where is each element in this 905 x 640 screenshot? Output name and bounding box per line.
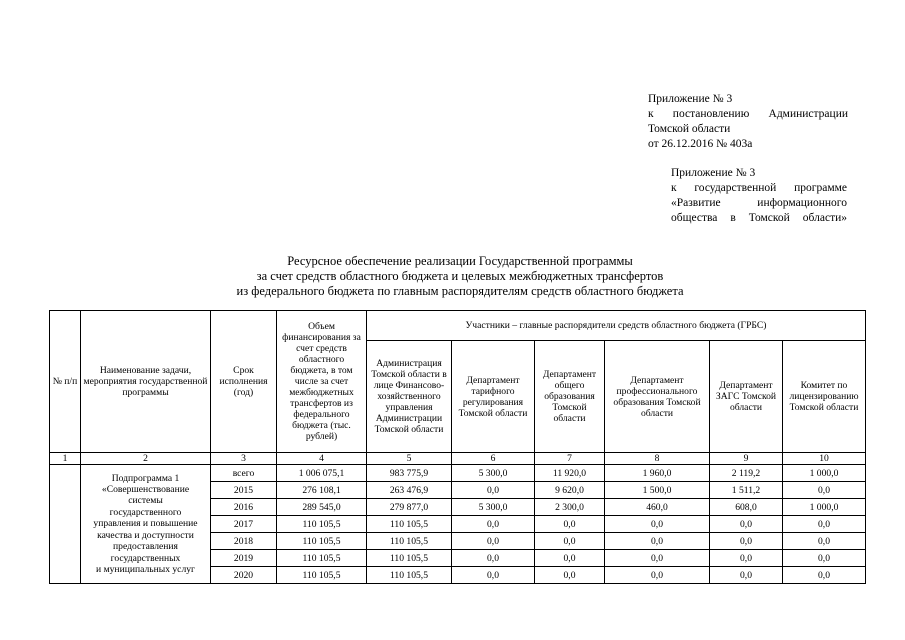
- value-cell: 0,0: [783, 550, 866, 567]
- value-cell: 110 105,5: [367, 550, 452, 567]
- term-cell: всего: [211, 465, 277, 482]
- value-cell: 0,0: [452, 516, 535, 533]
- header-participant: Департамент профессионального образования Томской области: [605, 341, 710, 453]
- term-cell: 2019: [211, 550, 277, 567]
- column-number: 5: [367, 453, 452, 465]
- value-cell: 1 000,0: [783, 465, 866, 482]
- value-cell: 110 105,5: [367, 516, 452, 533]
- value-cell: 983 775,9: [367, 465, 452, 482]
- value-cell: 0,0: [452, 567, 535, 584]
- appendix-line: к постановлению Администрации: [648, 108, 848, 120]
- column-number: 10: [783, 453, 866, 465]
- column-number: 3: [211, 453, 277, 465]
- value-cell: 0,0: [605, 516, 710, 533]
- header-participant: Комитет по лицензированию Томской области: [783, 341, 866, 453]
- value-cell: 2 300,0: [535, 499, 605, 516]
- value-cell: 0,0: [783, 516, 866, 533]
- value-cell: 0,0: [605, 567, 710, 584]
- column-number: 2: [81, 453, 211, 465]
- value-cell: 0,0: [605, 533, 710, 550]
- appendix-resolution-block: [648, 92, 848, 152]
- header-volume: Объем финансирования за счет средств областного бюджета, в том числе за счет межбюджетных трансфертов из федерального бюджета (тыс. рублей): [277, 311, 367, 453]
- column-number: 4: [277, 453, 367, 465]
- subprogram-line: предоставления: [113, 541, 178, 553]
- row-number-cell: [50, 465, 81, 584]
- appendix-line: Приложение № 3: [671, 167, 756, 179]
- volume-cell: 110 105,5: [277, 533, 367, 550]
- subprogram-line: качества и доступности: [97, 529, 194, 541]
- subprogram-cell: [81, 465, 211, 584]
- value-cell: 279 877,0: [367, 499, 452, 516]
- appendix-line: Приложение № 3: [648, 93, 733, 105]
- term-cell: 2017: [211, 516, 277, 533]
- header-term: Срок исполнения (год): [211, 311, 277, 453]
- column-number: 1: [50, 453, 81, 465]
- title-line: за счет средств областного бюджета и целевых межбюджетных трансфертов: [256, 269, 664, 283]
- column-number: 7: [535, 453, 605, 465]
- title-line: из федерального бюджета по главным распорядителям средств областного бюджета: [236, 284, 684, 298]
- column-number: 9: [710, 453, 783, 465]
- volume-cell: 110 105,5: [277, 516, 367, 533]
- subprogram-line: системы: [128, 495, 163, 507]
- value-cell: 1 500,0: [605, 482, 710, 499]
- value-cell: 5 300,0: [452, 465, 535, 482]
- value-cell: 2 119,2: [710, 465, 783, 482]
- volume-cell: 110 105,5: [277, 550, 367, 567]
- value-cell: 5 300,0: [452, 499, 535, 516]
- volume-cell: 110 105,5: [277, 567, 367, 584]
- value-cell: 110 105,5: [367, 567, 452, 584]
- value-cell: 0,0: [783, 482, 866, 499]
- value-cell: 9 620,0: [535, 482, 605, 499]
- value-cell: 1 511,2: [710, 482, 783, 499]
- value-cell: 608,0: [710, 499, 783, 516]
- value-cell: 460,0: [605, 499, 710, 516]
- term-cell: 2018: [211, 533, 277, 550]
- header-participant: Администрация Томской области в лице Финансово-хозяйственного управления Администрации Томской области: [367, 341, 452, 453]
- subprogram-line: управления и повышение: [93, 518, 198, 530]
- subprogram-line: государственного: [109, 506, 182, 518]
- appendix-line: к государственной программе: [671, 182, 847, 194]
- subprogram-line: Подпрограмма 1: [111, 472, 180, 484]
- appendix-line: от 26.12.2016 № 403а: [648, 138, 753, 150]
- value-cell: 11 920,0: [535, 465, 605, 482]
- volume-cell: 276 108,1: [277, 482, 367, 499]
- header-num: № п/п: [50, 311, 81, 453]
- header-participant: Департамент тарифного регулирования Томской области: [452, 341, 535, 453]
- value-cell: 0,0: [710, 567, 783, 584]
- appendix-program-block: [671, 166, 847, 226]
- header-participant: Департамент общего образования Томской области: [535, 341, 605, 453]
- value-cell: 0,0: [783, 567, 866, 584]
- appendix-line: Томской области: [648, 123, 731, 135]
- header-participant: Департамент ЗАГС Томской области: [710, 341, 783, 453]
- value-cell: 0,0: [535, 516, 605, 533]
- value-cell: 0,0: [710, 516, 783, 533]
- value-cell: 1 000,0: [783, 499, 866, 516]
- subprogram-line: и муниципальных услуг: [96, 563, 195, 575]
- value-cell: 0,0: [535, 550, 605, 567]
- value-cell: 0,0: [452, 533, 535, 550]
- document-title: [150, 254, 770, 299]
- value-cell: 110 105,5: [367, 533, 452, 550]
- volume-cell: 1 006 075,1: [277, 465, 367, 482]
- volume-cell: 289 545,0: [277, 499, 367, 516]
- value-cell: 0,0: [535, 533, 605, 550]
- value-cell: 0,0: [783, 533, 866, 550]
- value-cell: 0,0: [710, 550, 783, 567]
- column-number: 6: [452, 453, 535, 465]
- term-cell: 2016: [211, 499, 277, 516]
- appendix-line: «Развитие информационного: [671, 197, 847, 209]
- value-cell: 0,0: [452, 550, 535, 567]
- resource-table: [49, 310, 866, 584]
- value-cell: 0,0: [535, 567, 605, 584]
- term-cell: 2015: [211, 482, 277, 499]
- header-participants: Участники – главные распорядители средств областного бюджета (ГРБС): [367, 311, 866, 341]
- value-cell: 263 476,9: [367, 482, 452, 499]
- table-row: [50, 465, 866, 482]
- appendix-line: общества в Томской области»: [671, 212, 847, 224]
- value-cell: 0,0: [452, 482, 535, 499]
- subprogram-line: «Совершенствование: [101, 484, 190, 496]
- term-cell: 2020: [211, 567, 277, 584]
- column-number: 8: [605, 453, 710, 465]
- header-task-name: Наименование задачи, мероприятия государственной программы: [81, 311, 211, 453]
- value-cell: 0,0: [710, 533, 783, 550]
- value-cell: 1 960,0: [605, 465, 710, 482]
- subprogram-line: государственных: [110, 552, 181, 564]
- value-cell: 0,0: [605, 550, 710, 567]
- title-line: Ресурсное обеспечение реализации Государственной программы: [287, 254, 633, 268]
